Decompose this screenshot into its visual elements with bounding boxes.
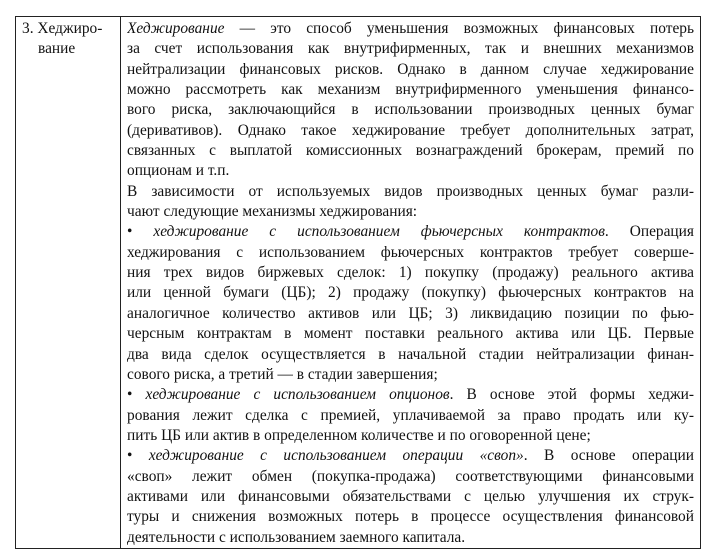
text-line — [127, 19, 694, 39]
line-text: за счет использования как внутрифирменных, так и внешних механизмов — [127, 40, 694, 58]
line-text: хеджирования с использованием фьючерсных контрактов требует соверше- — [127, 243, 694, 261]
text-line — [127, 222, 694, 242]
hedging-table — [15, 16, 701, 549]
line-text: (деривативов). Однако такое хеджирование требует дополнительных затрат, — [127, 121, 694, 139]
line-text: . В основе этой формы хеджи- — [449, 386, 694, 404]
text-line — [127, 60, 694, 80]
text-line — [127, 385, 694, 405]
text-line — [127, 324, 694, 344]
line-text: ния трех видов биржевых сделок: 1) покупку (продажу) реального актива — [127, 264, 694, 282]
text-line — [127, 283, 694, 303]
line-text: рования лежит сделка с премией, уплачиваемой за право продать или ку- — [127, 406, 694, 424]
line-text: опционам и т.п. — [127, 162, 230, 180]
line-text: . Операция — [604, 223, 694, 241]
text-line — [127, 39, 694, 59]
line-text: чают следующие механизмы хеджирования: — [127, 203, 418, 221]
text-line — [127, 121, 694, 141]
text-line — [127, 141, 694, 161]
row-label-line: вание — [38, 40, 76, 58]
line-text: активами или финансовыми обязательствами с целью улучшения их струк- — [127, 487, 694, 505]
emphasized-term: Хеджирование — [127, 20, 225, 37]
text-line — [127, 446, 694, 466]
text-line — [127, 426, 694, 446]
text-line — [127, 528, 694, 548]
text-line — [127, 80, 694, 100]
text-line — [127, 467, 694, 487]
text-line — [127, 161, 694, 181]
line-text: В зависимости от используемых видов производных ценных бумаг разли- — [127, 182, 694, 200]
emphasized-term: хеджирование с использованием операции «своп» — [148, 447, 524, 465]
text-line — [127, 182, 694, 202]
line-text: сового риска, а третий — в стадии завершения; — [127, 365, 438, 383]
bullet: • — [127, 223, 154, 241]
row-label-line: 3. Хеджиро- — [22, 20, 103, 37]
text-line — [127, 100, 694, 120]
line-text: аналогичное количество активов или ЦБ; 3) ликвидацию позиции по фью- — [127, 304, 694, 322]
text-line — [127, 365, 694, 385]
line-text: деятельности с использованием заемного капитала. — [127, 528, 466, 546]
text-line — [127, 507, 694, 527]
line-text: . В основе операции — [523, 447, 694, 465]
table-row — [16, 17, 701, 549]
line-text: нейтрализации финансовых рисков. Однако в данном случае хеджирование — [127, 60, 694, 78]
text-line — [127, 345, 694, 365]
line-text: вого риска, заключающийся в использовании производных ценных бумаг — [127, 101, 694, 119]
text-line — [127, 487, 694, 507]
description-cell — [121, 17, 701, 549]
line-text: черсным контрактам в момент поставки реального актива или ЦБ. Первые — [127, 325, 694, 343]
text-line — [127, 304, 694, 324]
line-text: — это способ уменьшения возможных финансовых потерь — [224, 20, 694, 37]
line-text: два вида сделок осуществляется в начальной стадии нейтрализации финан- — [127, 345, 694, 363]
emphasized-term: хеджирование с использованием фьючерсных контрактов — [153, 223, 605, 241]
text-line — [127, 406, 694, 426]
line-text: или ценной бумаги (ЦБ); 2) продажу (покупку) фьючерсных контрактов на — [127, 284, 694, 302]
line-text: туры и снижения возможных потерь в процессе осуществления финансовой — [127, 508, 694, 526]
line-text: пить ЦБ или актив в определенном количестве и по оговоренной цене; — [127, 426, 591, 444]
line-text: можно рассмотреть как механизм внутрифирменного уменьшения финансо- — [127, 81, 694, 99]
row-label-cell — [16, 17, 121, 549]
text-line — [127, 243, 694, 263]
text-line — [127, 202, 694, 222]
line-text: «своп» лежит обмен (покупка-продажа) соответствующими финансовыми — [127, 467, 694, 485]
emphasized-term: хеджирование с использованием опционов — [145, 386, 450, 404]
bullet: • — [127, 447, 149, 465]
line-text: связанных с выплатой комиссионных вознаграждений брокерам, премий по — [127, 142, 694, 160]
text-line — [127, 263, 694, 283]
bullet: • — [127, 386, 146, 404]
